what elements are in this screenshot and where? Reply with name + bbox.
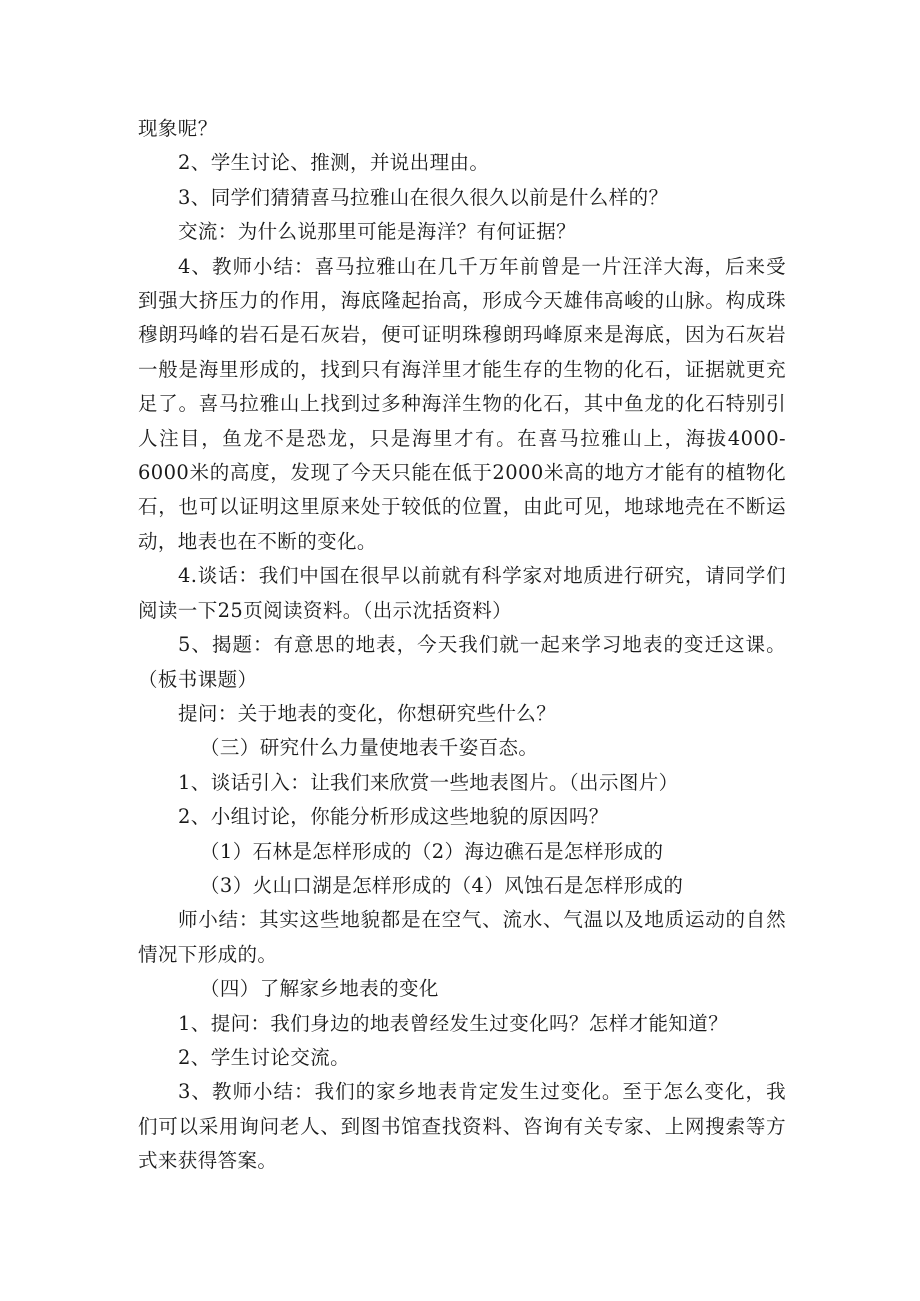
paragraph-exchange-evidence: 交流：为什么说那里可能是海洋？有何证据？ bbox=[178, 220, 577, 244]
section-heading-three: （三）研究什么力量使地表千姿百态。 bbox=[200, 736, 539, 760]
paragraph-talk-reading: 4.谈话：我们中国在很早以前就有科学家对地质进行研究，请同学们阅读一下25页阅读资料。（出示沈括资料） bbox=[138, 564, 786, 622]
paragraph-intro-pictures: 1、谈话引入：让我们来欣赏一些地表图片。（出示图片） bbox=[178, 770, 679, 794]
paragraph-student-discussion: 2、学生讨论、推测，并说出理由。 bbox=[178, 151, 490, 175]
section-heading-four: （四）了解家乡地表的变化 bbox=[200, 977, 439, 1001]
paragraph-question-hometown: 1、提问：我们身边的地表曾经发生过变化吗？怎样才能知道？ bbox=[178, 1011, 729, 1035]
list-item-landforms-3-4: （3）火山口湖是怎样形成的（4）风蚀石是怎样形成的 bbox=[200, 873, 684, 897]
list-item-landforms-1-2: （1）石林是怎样形成的（2）海边礁石是怎样形成的 bbox=[200, 839, 664, 863]
paragraph-continuation: 现象呢？ bbox=[138, 117, 218, 140]
paragraph-group-discussion: 2、小组讨论，你能分析形成这些地貌的原因吗？ bbox=[178, 805, 609, 829]
paragraph-guess-himalaya: 3、同学们猜猜喜马拉雅山在很久很久以前是什么样的？ bbox=[178, 185, 669, 209]
paragraph-teacher-summary-hometown: 3、教师小结：我们的家乡地表肯定发生过变化。至于怎么变化，我们可以采用询问老人、到图书馆查找资料、咨询有关专家、上网搜索等方式来获得答案。 bbox=[138, 1080, 786, 1173]
paragraph-reveal-topic: 5、揭题：有意思的地表，今天我们就一起来学习地表的变迁这课。（板书课题） bbox=[138, 633, 786, 691]
paragraph-question-research: 提问：关于地表的变化，你想研究些什么？ bbox=[178, 701, 557, 725]
paragraph-teacher-summary-himalaya: 4、教师小结：喜马拉雅山在几千万年前曾是一片汪洋大海，后来受到强大挤压力的作用，海底隆起抬高，形成今天雄伟高峻的山脉。构成珠穆朗玛峰的岩石是石灰岩，便可证明珠穆朗玛峰原来是海底，因为石灰岩一般是海里形成的，找到只有海洋里才能生存的生物的化石，证据就更充足了。喜马拉雅山上找到过多种海洋生物的化石，其中鱼龙的化石特别引人注目，鱼龙不是恐龙，只是海里才有。在喜马拉雅山上，海拔4000-6000米的高度，发现了今天只能在低于2000米高的地方才能有的植物化石，也可以证明这里原来处于较低的位置，由此可见，地球地壳在不断运动，地表也在不断的变化。 bbox=[138, 254, 786, 553]
paragraph-teacher-summary-landforms: 师小结：其实这些地貌都是在空气、流水、气温以及地质运动的自然情况下形成的。 bbox=[138, 908, 786, 966]
document-body bbox=[138, 112, 786, 1179]
paragraph-student-exchange: 2、学生讨论交流。 bbox=[178, 1045, 351, 1069]
